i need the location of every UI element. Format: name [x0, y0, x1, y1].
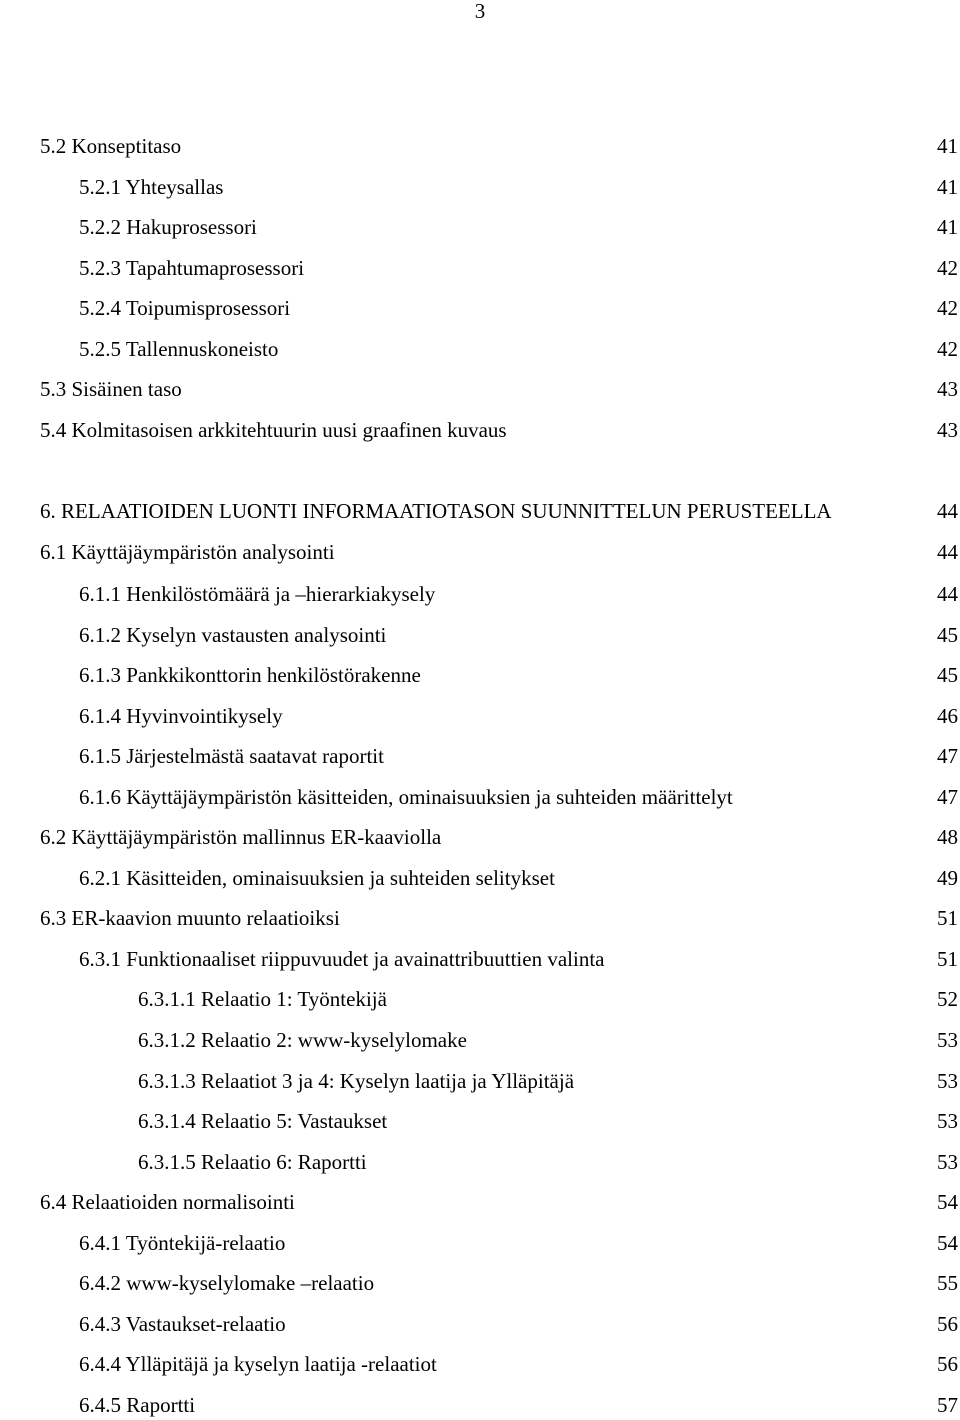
toc-entry-page: 44: [937, 499, 958, 523]
toc-entry-title: 6.3.1.2 Relaatio 2: www-kyselylomake: [138, 1028, 467, 1052]
toc-entry: [0, 1066, 960, 1096]
toc-entry-page: 41: [937, 134, 958, 158]
toc-entry: [0, 131, 960, 161]
toc-entry: [0, 1025, 960, 1055]
toc-entry-title: 6.3 ER-kaavion muunto relaatioiksi: [40, 906, 340, 930]
toc-entry-page: 52: [937, 987, 958, 1011]
toc-entry-page: 53: [937, 1109, 958, 1133]
toc-entry: [0, 1147, 960, 1177]
toc-entry-page: 42: [937, 256, 958, 280]
toc-entry-title: 6.1.2 Kyselyn vastausten analysointi: [79, 623, 387, 647]
toc-entry: [0, 1187, 960, 1217]
toc-entry: [0, 863, 960, 893]
toc-entry-title: 5.3 Sisäinen taso: [40, 377, 182, 401]
toc-entry-title: 5.4 Kolmitasoisen arkkitehtuurin uusi graafinen kuvaus: [40, 418, 507, 442]
toc-entry: [0, 741, 960, 771]
toc-entry-page: 51: [937, 906, 958, 930]
page-number: 3: [474, 0, 486, 23]
toc-entry: [0, 822, 960, 852]
toc-entry: [0, 1390, 960, 1420]
toc-entry-title: 5.2.1 Yhteysallas: [79, 175, 224, 199]
toc-entry-title: 6.3.1.3 Relaatiot 3 ja 4: Kyselyn laatija ja Ylläpitäjä: [138, 1069, 575, 1093]
toc-entry: [0, 944, 960, 974]
toc-entry: [0, 253, 960, 283]
toc-entry-page: 56: [937, 1352, 958, 1376]
toc-entry: [0, 620, 960, 650]
toc-entry-page: 43: [937, 418, 958, 442]
toc-entry-title: 6.1.1 Henkilöstömäärä ja –hierarkiakysely: [79, 582, 436, 606]
toc-entry-page: 47: [937, 785, 958, 809]
toc-chapter-entry: [0, 496, 960, 526]
toc-entry-title: 5.2.4 Toipumisprosessori: [79, 296, 291, 320]
toc-entry: [0, 415, 960, 445]
toc-entry-title: 6.3.1.4 Relaatio 5: Vastaukset: [138, 1109, 388, 1133]
toc-entry-page: 48: [937, 825, 958, 849]
toc-entry-title: 6.3.1.1 Relaatio 1: Työntekijä: [138, 987, 387, 1011]
toc-entry-title: 6.1.3 Pankkikonttorin henkilöstörakenne: [79, 663, 421, 687]
toc-entry: [0, 212, 960, 242]
toc-entry: [0, 1228, 960, 1258]
toc-entry: [0, 293, 960, 323]
toc-entry: [0, 374, 960, 404]
toc-entry-title: 6.1.5 Järjestelmästä saatavat raportit: [79, 744, 384, 768]
toc-entry-page: 57: [937, 1393, 958, 1417]
toc-entry-title: 6.4.5 Raportti: [79, 1393, 196, 1417]
toc-entry-title: 6.4.4 Ylläpitäjä ja kyselyn laatija -relaatiot: [79, 1352, 437, 1376]
toc-entry-page: 53: [937, 1069, 958, 1093]
toc-entry-title: 6.3.1 Funktionaaliset riippuvuudet ja avainattribuuttien valinta: [79, 947, 605, 971]
toc-entry: [0, 172, 960, 202]
toc-entry-page: 54: [937, 1190, 958, 1214]
toc-entry-title: 6.4.3 Vastaukset-relaatio: [79, 1312, 286, 1336]
toc-entry-page: 43: [937, 377, 958, 401]
toc-entry-title: 5.2.2 Hakuprosessori: [79, 215, 257, 239]
toc-entry-title: 6.3.1.5 Relaatio 6: Raportti: [138, 1150, 367, 1174]
toc-entry: [0, 1268, 960, 1298]
toc-entry: [0, 537, 960, 567]
toc-entry-page: 47: [937, 744, 958, 768]
toc-entry-page: 56: [937, 1312, 958, 1336]
toc-entry-page: 41: [937, 175, 958, 199]
toc-entry-page: 55: [937, 1271, 958, 1295]
toc-entry-title: 6.1.4 Hyvinvointikysely: [79, 704, 283, 728]
toc-entry: [0, 579, 960, 609]
toc-entry: [0, 1349, 960, 1379]
toc-entry-page: 45: [937, 663, 958, 687]
toc-entry-title: 6.4.1 Työntekijä-relaatio: [79, 1231, 286, 1255]
toc-entry-page: 44: [937, 582, 958, 606]
toc-entry-title: 6.2 Käyttäjäympäristön mallinnus ER-kaaviolla: [40, 825, 442, 849]
toc-entry-title: 6.1 Käyttäjäympäristön analysointi: [40, 540, 335, 564]
toc-entry-page: 53: [937, 1028, 958, 1052]
toc-entry-page: 42: [937, 337, 958, 361]
toc-entry-title: 6.1.6 Käyttäjäympäristön käsitteiden, ominaisuuksien ja suhteiden määrittelyt: [79, 785, 733, 809]
toc-entry: [0, 782, 960, 812]
toc-entry: [0, 1106, 960, 1136]
toc-entry-title: 6. RELAATIOIDEN LUONTI INFORMAATIOTASON SUUNNITTELUN PERUSTEELLA: [40, 499, 832, 523]
toc-entry: [0, 984, 960, 1014]
toc-entry: [0, 1309, 960, 1339]
toc-entry-title: 6.2.1 Käsitteiden, ominaisuuksien ja suhteiden selitykset: [79, 866, 555, 890]
toc-entry: [0, 701, 960, 731]
toc-entry-title: 6.4 Relaatioiden normalisointi: [40, 1190, 295, 1214]
toc-entry: [0, 334, 960, 364]
toc-entry-page: 54: [937, 1231, 958, 1255]
toc-entry-page: 42: [937, 296, 958, 320]
toc-entry-title: 6.4.2 www-kyselylomake –relaatio: [79, 1271, 375, 1295]
toc-entry-page: 51: [937, 947, 958, 971]
toc-entry-page: 49: [937, 866, 958, 890]
toc-entry-title: 5.2.3 Tapahtumaprosessori: [79, 256, 305, 280]
toc-entry-page: 45: [937, 623, 958, 647]
toc-entry: [0, 903, 960, 933]
toc-entry-page: 44: [937, 540, 958, 564]
toc-entry-page: 41: [937, 215, 958, 239]
toc-entry-title: 5.2 Konseptitaso: [40, 134, 182, 158]
toc-entry-page: 53: [937, 1150, 958, 1174]
toc-entry: [0, 660, 960, 690]
toc-entry-page: 46: [937, 704, 958, 728]
toc-entry-title: 5.2.5 Tallennuskoneisto: [79, 337, 279, 361]
